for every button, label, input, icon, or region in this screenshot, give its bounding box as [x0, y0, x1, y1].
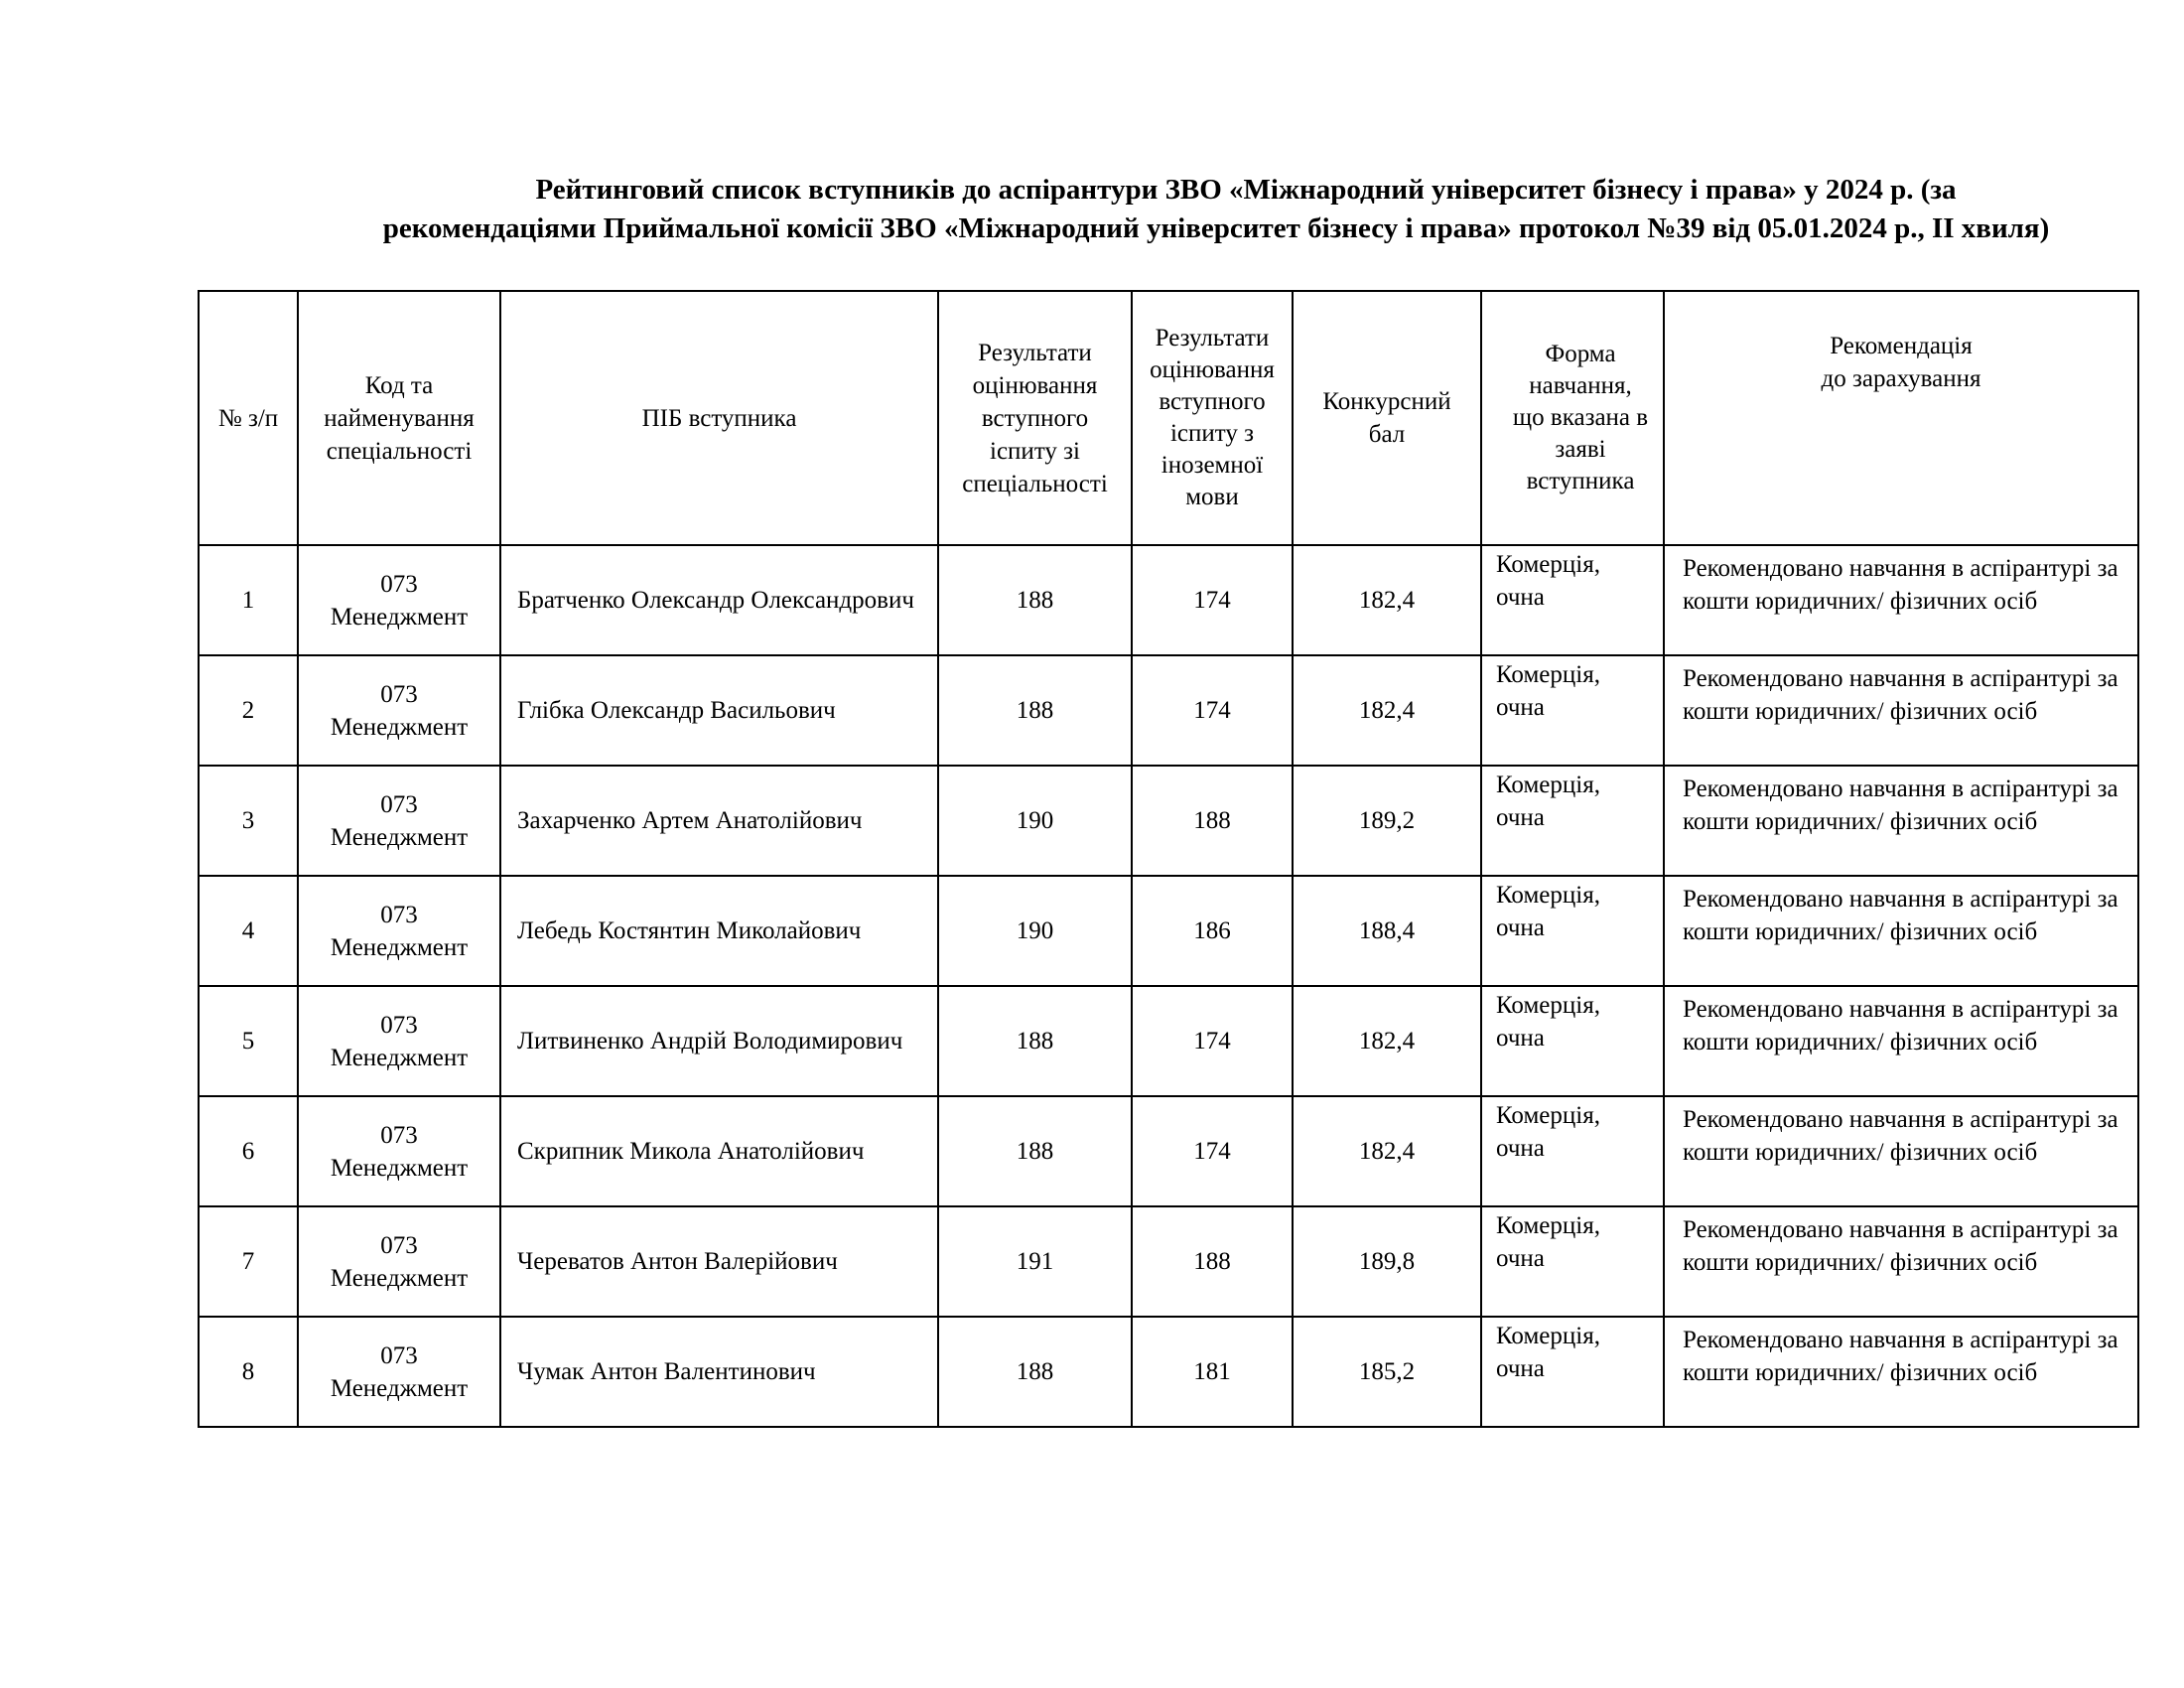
cell-competitive-score: 182,4: [1293, 655, 1481, 766]
cell-specialty: [298, 986, 500, 1096]
specialty-name: Менеджмент: [330, 603, 469, 631]
cell-exam-specialty: 188: [938, 655, 1132, 766]
table-row: [199, 986, 2138, 1096]
title-line-1: Рейтинговий список вступників до аспірантури ЗВО «Міжнародний університет бізнесу і права» у 2024 р. (за: [535, 174, 1957, 206]
cell-study-form: Комерція, очна: [1481, 1206, 1664, 1317]
cell-recommendation: Рекомендовано навчання в аспірантурі за кошти юридичних/ фізичних осіб: [1664, 1317, 2138, 1427]
header-recommendation-line-1: Рекомендація: [1830, 333, 1973, 359]
header-specialty: Код та найменування спеціальності: [298, 291, 500, 545]
cell-applicant-name: Скрипник Микола Анатолійович: [500, 1096, 938, 1206]
table-row: [199, 766, 2138, 876]
specialty-code: 073: [380, 680, 418, 708]
specialty-code: 073: [380, 1231, 418, 1259]
cell-num: 2: [199, 655, 298, 766]
cell-study-form: Комерція, очна: [1481, 545, 1664, 655]
cell-specialty: [298, 655, 500, 766]
cell-exam-language: 188: [1132, 766, 1293, 876]
cell-applicant-name: Лебедь Костянтин Миколайович: [500, 876, 938, 986]
cell-competitive-score: 189,8: [1293, 1206, 1481, 1317]
specialty-code: 073: [380, 1011, 418, 1039]
table-row: [199, 1206, 2138, 1317]
specialty-name: Менеджмент: [330, 713, 469, 741]
cell-exam-language: 181: [1132, 1317, 1293, 1427]
cell-competitive-score: 188,4: [1293, 876, 1481, 986]
header-competitive-score: Конкурсний бал: [1293, 291, 1481, 545]
cell-specialty: [298, 1096, 500, 1206]
cell-competitive-score: 182,4: [1293, 545, 1481, 655]
table-row: [199, 545, 2138, 655]
cell-recommendation: Рекомендовано навчання в аспірантурі за кошти юридичних/ фізичних осіб: [1664, 655, 2138, 766]
cell-recommendation: Рекомендовано навчання в аспірантурі за кошти юридичних/ фізичних осіб: [1664, 1096, 2138, 1206]
table-header: [199, 291, 2138, 545]
header-exam-language: Результати оцінювання вступного іспиту з іноземної мови: [1132, 291, 1293, 545]
cell-num: 3: [199, 766, 298, 876]
specialty-code: 073: [380, 1341, 418, 1369]
cell-exam-specialty: 191: [938, 1206, 1132, 1317]
cell-recommendation: Рекомендовано навчання в аспірантурі за кошти юридичних/ фізичних осіб: [1664, 1206, 2138, 1317]
cell-exam-specialty: 188: [938, 545, 1132, 655]
header-recommendation: [1664, 291, 2138, 545]
header-applicant-name: ПІБ вступника: [500, 291, 938, 545]
cell-specialty: [298, 1206, 500, 1317]
cell-specialty: [298, 1317, 500, 1427]
cell-exam-language: 174: [1132, 655, 1293, 766]
rating-table: [198, 290, 2139, 1428]
cell-specialty: [298, 876, 500, 986]
cell-competitive-score: 182,4: [1293, 1096, 1481, 1206]
table-row: [199, 1096, 2138, 1206]
cell-exam-language: 188: [1132, 1206, 1293, 1317]
cell-applicant-name: Братченко Олександр Олександрович: [500, 545, 938, 655]
header-exam-specialty: Результати оцінювання вступного іспиту зі спеціальності: [938, 291, 1132, 545]
cell-recommendation: Рекомендовано навчання в аспірантурі за кошти юридичних/ фізичних осіб: [1664, 545, 2138, 655]
table-row: [199, 1317, 2138, 1427]
cell-recommendation: Рекомендовано навчання в аспірантурі за кошти юридичних/ фізичних осіб: [1664, 766, 2138, 876]
specialty-name: Менеджмент: [330, 933, 469, 961]
cell-study-form: Комерція, очна: [1481, 1317, 1664, 1427]
cell-num: 6: [199, 1096, 298, 1206]
specialty-name: Менеджмент: [330, 1374, 469, 1402]
cell-study-form: Комерція, очна: [1481, 655, 1664, 766]
cell-num: 1: [199, 545, 298, 655]
page-title: [298, 171, 2134, 248]
cell-specialty: [298, 766, 500, 876]
table-row: [199, 655, 2138, 766]
header-study-form: Форма навчання, що вказана в заяві вступника: [1481, 291, 1664, 545]
cell-study-form: Комерція, очна: [1481, 766, 1664, 876]
cell-specialty: [298, 545, 500, 655]
cell-exam-specialty: 188: [938, 986, 1132, 1096]
specialty-name: Менеджмент: [330, 823, 469, 851]
cell-num: 7: [199, 1206, 298, 1317]
cell-recommendation: Рекомендовано навчання в аспірантурі за кошти юридичних/ фізичних осіб: [1664, 876, 2138, 986]
specialty-name: Менеджмент: [330, 1264, 469, 1292]
cell-applicant-name: Чумак Антон Валентинович: [500, 1317, 938, 1427]
cell-applicant-name: Череватов Антон Валерійович: [500, 1206, 938, 1317]
cell-num: 4: [199, 876, 298, 986]
cell-exam-specialty: 188: [938, 1317, 1132, 1427]
cell-exam-language: 174: [1132, 986, 1293, 1096]
specialty-name: Менеджмент: [330, 1154, 469, 1182]
specialty-code: 073: [380, 901, 418, 928]
cell-competitive-score: 189,2: [1293, 766, 1481, 876]
cell-competitive-score: 185,2: [1293, 1317, 1481, 1427]
table-body: [199, 545, 2138, 1427]
cell-applicant-name: Глібка Олександр Васильович: [500, 655, 938, 766]
cell-study-form: Комерція, очна: [1481, 986, 1664, 1096]
title-line-2: рекомендаціями Приймальної комісії ЗВО «Міжнародний університет бізнесу і права» протокол №39 від 05.01.2024 р., ІІ хвиля): [382, 212, 2050, 244]
cell-num: 5: [199, 986, 298, 1096]
cell-recommendation: Рекомендовано навчання в аспірантурі за кошти юридичних/ фізичних осіб: [1664, 986, 2138, 1096]
specialty-name: Менеджмент: [330, 1044, 469, 1071]
cell-study-form: Комерція, очна: [1481, 1096, 1664, 1206]
cell-exam-specialty: 190: [938, 766, 1132, 876]
specialty-code: 073: [380, 1121, 418, 1149]
cell-exam-language: 174: [1132, 1096, 1293, 1206]
cell-study-form: Комерція, очна: [1481, 876, 1664, 986]
cell-exam-language: 186: [1132, 876, 1293, 986]
specialty-code: 073: [380, 790, 418, 818]
header-recommendation-line-2: до зарахування: [1821, 365, 1981, 392]
header-num: № з/п: [199, 291, 298, 545]
cell-exam-specialty: 190: [938, 876, 1132, 986]
specialty-code: 073: [380, 570, 418, 598]
cell-applicant-name: Захарченко Артем Анатолійович: [500, 766, 938, 876]
cell-exam-language: 174: [1132, 545, 1293, 655]
cell-num: 8: [199, 1317, 298, 1427]
cell-applicant-name: Литвиненко Андрій Володимирович: [500, 986, 938, 1096]
header-row: [199, 291, 2138, 545]
cell-competitive-score: 182,4: [1293, 986, 1481, 1096]
cell-exam-specialty: 188: [938, 1096, 1132, 1206]
table-row: [199, 876, 2138, 986]
